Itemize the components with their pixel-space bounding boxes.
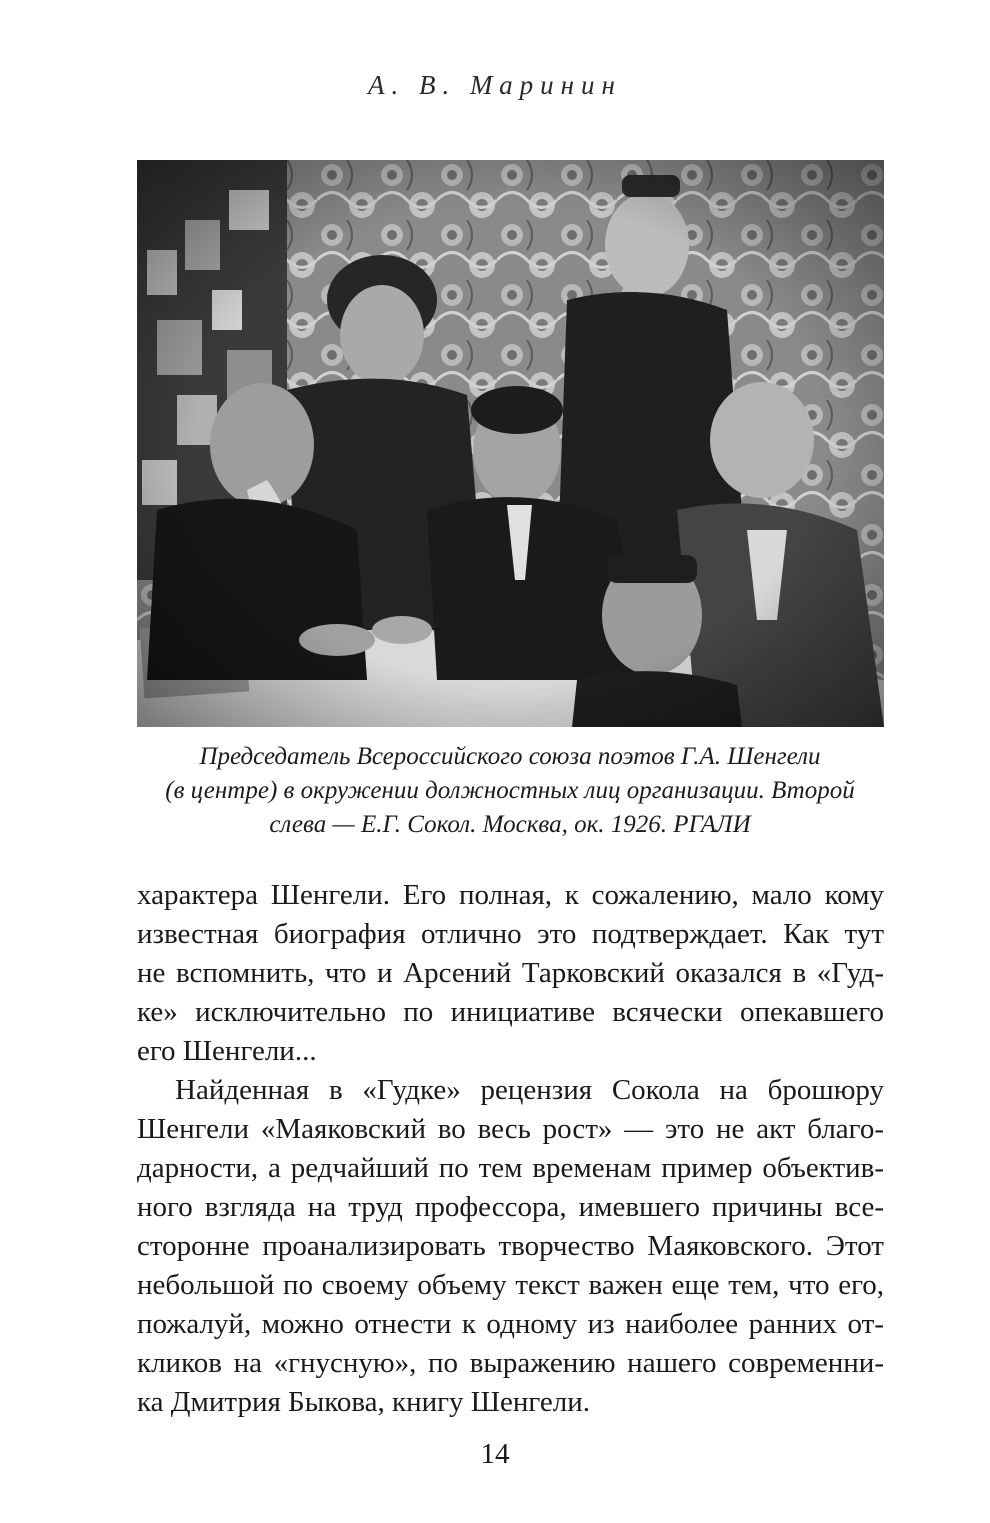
text-line: его Шенгели...: [137, 1035, 317, 1067]
paragraph: [137, 1071, 884, 1422]
text-line: кликов на «гнусную», по выражению нашего современни-: [137, 1347, 884, 1379]
text-line: ке» исключительно по инициативе всячески опекавшего: [137, 996, 884, 1028]
text-line: ного взгляда на труд профессора, имевшего причины все-: [137, 1191, 884, 1223]
photo-illustration: [137, 160, 884, 727]
text-line: Найденная в «Гудке» рецензия Сокола на брошюру: [175, 1074, 884, 1106]
caption-line: Председатель Всероссийского союза поэтов Г.А. Шенгели: [199, 743, 821, 770]
caption-line: слева — Е.Г. Сокол. Москва, ок. 1926. РГАЛИ: [269, 811, 751, 838]
running-head: А. В. Маринин: [368, 70, 622, 100]
text-line: ка Дмитрия Быкова, книгу Шенгели.: [137, 1386, 591, 1418]
text-line: не вспомнить, что и Арсений Тарковский оказался в «Гуд-: [137, 957, 884, 989]
text-line: известная биография отлично это подтверждает. Как тут: [137, 918, 884, 950]
caption-line: (в центре) в окружении должностных лиц организации. Второй: [165, 777, 855, 804]
paragraph: [137, 876, 884, 1071]
group-photo: [137, 160, 884, 727]
page-number: 14: [480, 1438, 510, 1470]
body-text: [137, 876, 884, 1422]
text-line: небольшой по своему объему текст важен еще тем, что его,: [137, 1269, 884, 1301]
text-line: характера Шенгели. Его полная, к сожалению, мало кому: [137, 879, 884, 911]
text-line: Шенгели «Маяковский во весь рост» — это не акт благо-: [137, 1113, 884, 1145]
text-line: сторонне проанализировать творчество Маяковского. Этот: [137, 1230, 884, 1262]
text-line: дарности, а редчайший по тем временам пример объектив-: [137, 1152, 884, 1184]
text-line: пожалуй, можно отнести к одному из наиболее ранних от-: [137, 1308, 884, 1340]
photo-caption: [135, 740, 885, 842]
